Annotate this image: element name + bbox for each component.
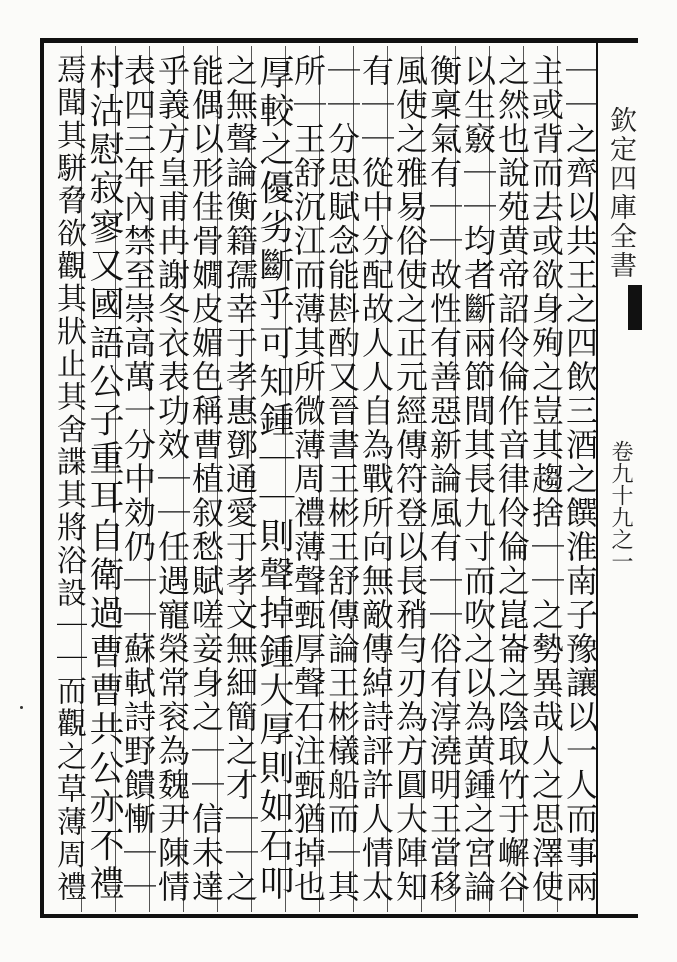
margin-title: 欽定四庫全書 [605, 106, 636, 280]
text-column: ｜｜分思賦念能斟酌又晉書王彬王舒傳論王彬檥船而｜其 [323, 54, 361, 904]
text-column: 風使之雅易俗使之正元經傳符登以長矟勻刃為方圓大陣知 [391, 54, 429, 904]
text-column: 主或背而去或欲身殉之豈其趨捨｜｜之勢異哉人之思澤使 [527, 54, 565, 904]
fishtail-mark [628, 285, 642, 330]
text-column: 所｜王舒沉江而薄其所微薄周禮薄聲甄厚聲石注甄猶掉也 [289, 54, 327, 904]
text-body [48, 46, 599, 912]
text-column: 焉聞其駢脅欲觀其狀止其舍諜其將浴設｜｜而觀之草薄周禮 [51, 54, 86, 904]
text-column: 之無聲論衡籍孺幸于孝惠鄧通愛于孝文無細簡之才｜｜之 [221, 54, 259, 904]
text-column: ｜｜之齊以共王之四飲三酒之饌淮南子豫讓以一人而事兩 [561, 54, 599, 904]
text-column: 村沽慰寂寥又國語公子重耳自衛過曹曹共公亦不禮 [84, 54, 124, 904]
text-column: 乎義方皇甫冉謝冬衣表功效｜｜任遇寵榮常衮為魏尹陳情 [153, 54, 191, 904]
margin-volume: 卷九十九之一 [608, 440, 633, 572]
text-column: 厚較之優劣斷乎可知鍾｜｜則聲掉鍾大厚則如石叩 [254, 54, 294, 904]
ink-speck [20, 706, 23, 709]
text-column: 有｜｜從中分配故人人自為戰所向無敵傳綽詩評許人情太 [357, 54, 395, 904]
text-column: 衡稟氣有｜｜故性有善惡新論風有｜｜俗有淳澆明王當移 [425, 54, 463, 904]
margin-strip [596, 38, 642, 918]
text-column: 以生竅｜｜均者斷兩節間其長九寸而吹之以為黄鍾之宮論 [459, 54, 497, 904]
text-column: 表四三年內禁至崇高萬一分中効仍｜｜蘇軾詩野饋慚｜｜ [119, 54, 157, 904]
text-column: 能偶以形佳骨嫺皮媚色稱曹植叙愁賦嗟妾身之｜｜信未達 [187, 54, 225, 904]
text-column: 之然也說苑黄帝詔伶倫作音律伶倫之崑崙之陰取竹于嶰谷 [493, 54, 531, 904]
